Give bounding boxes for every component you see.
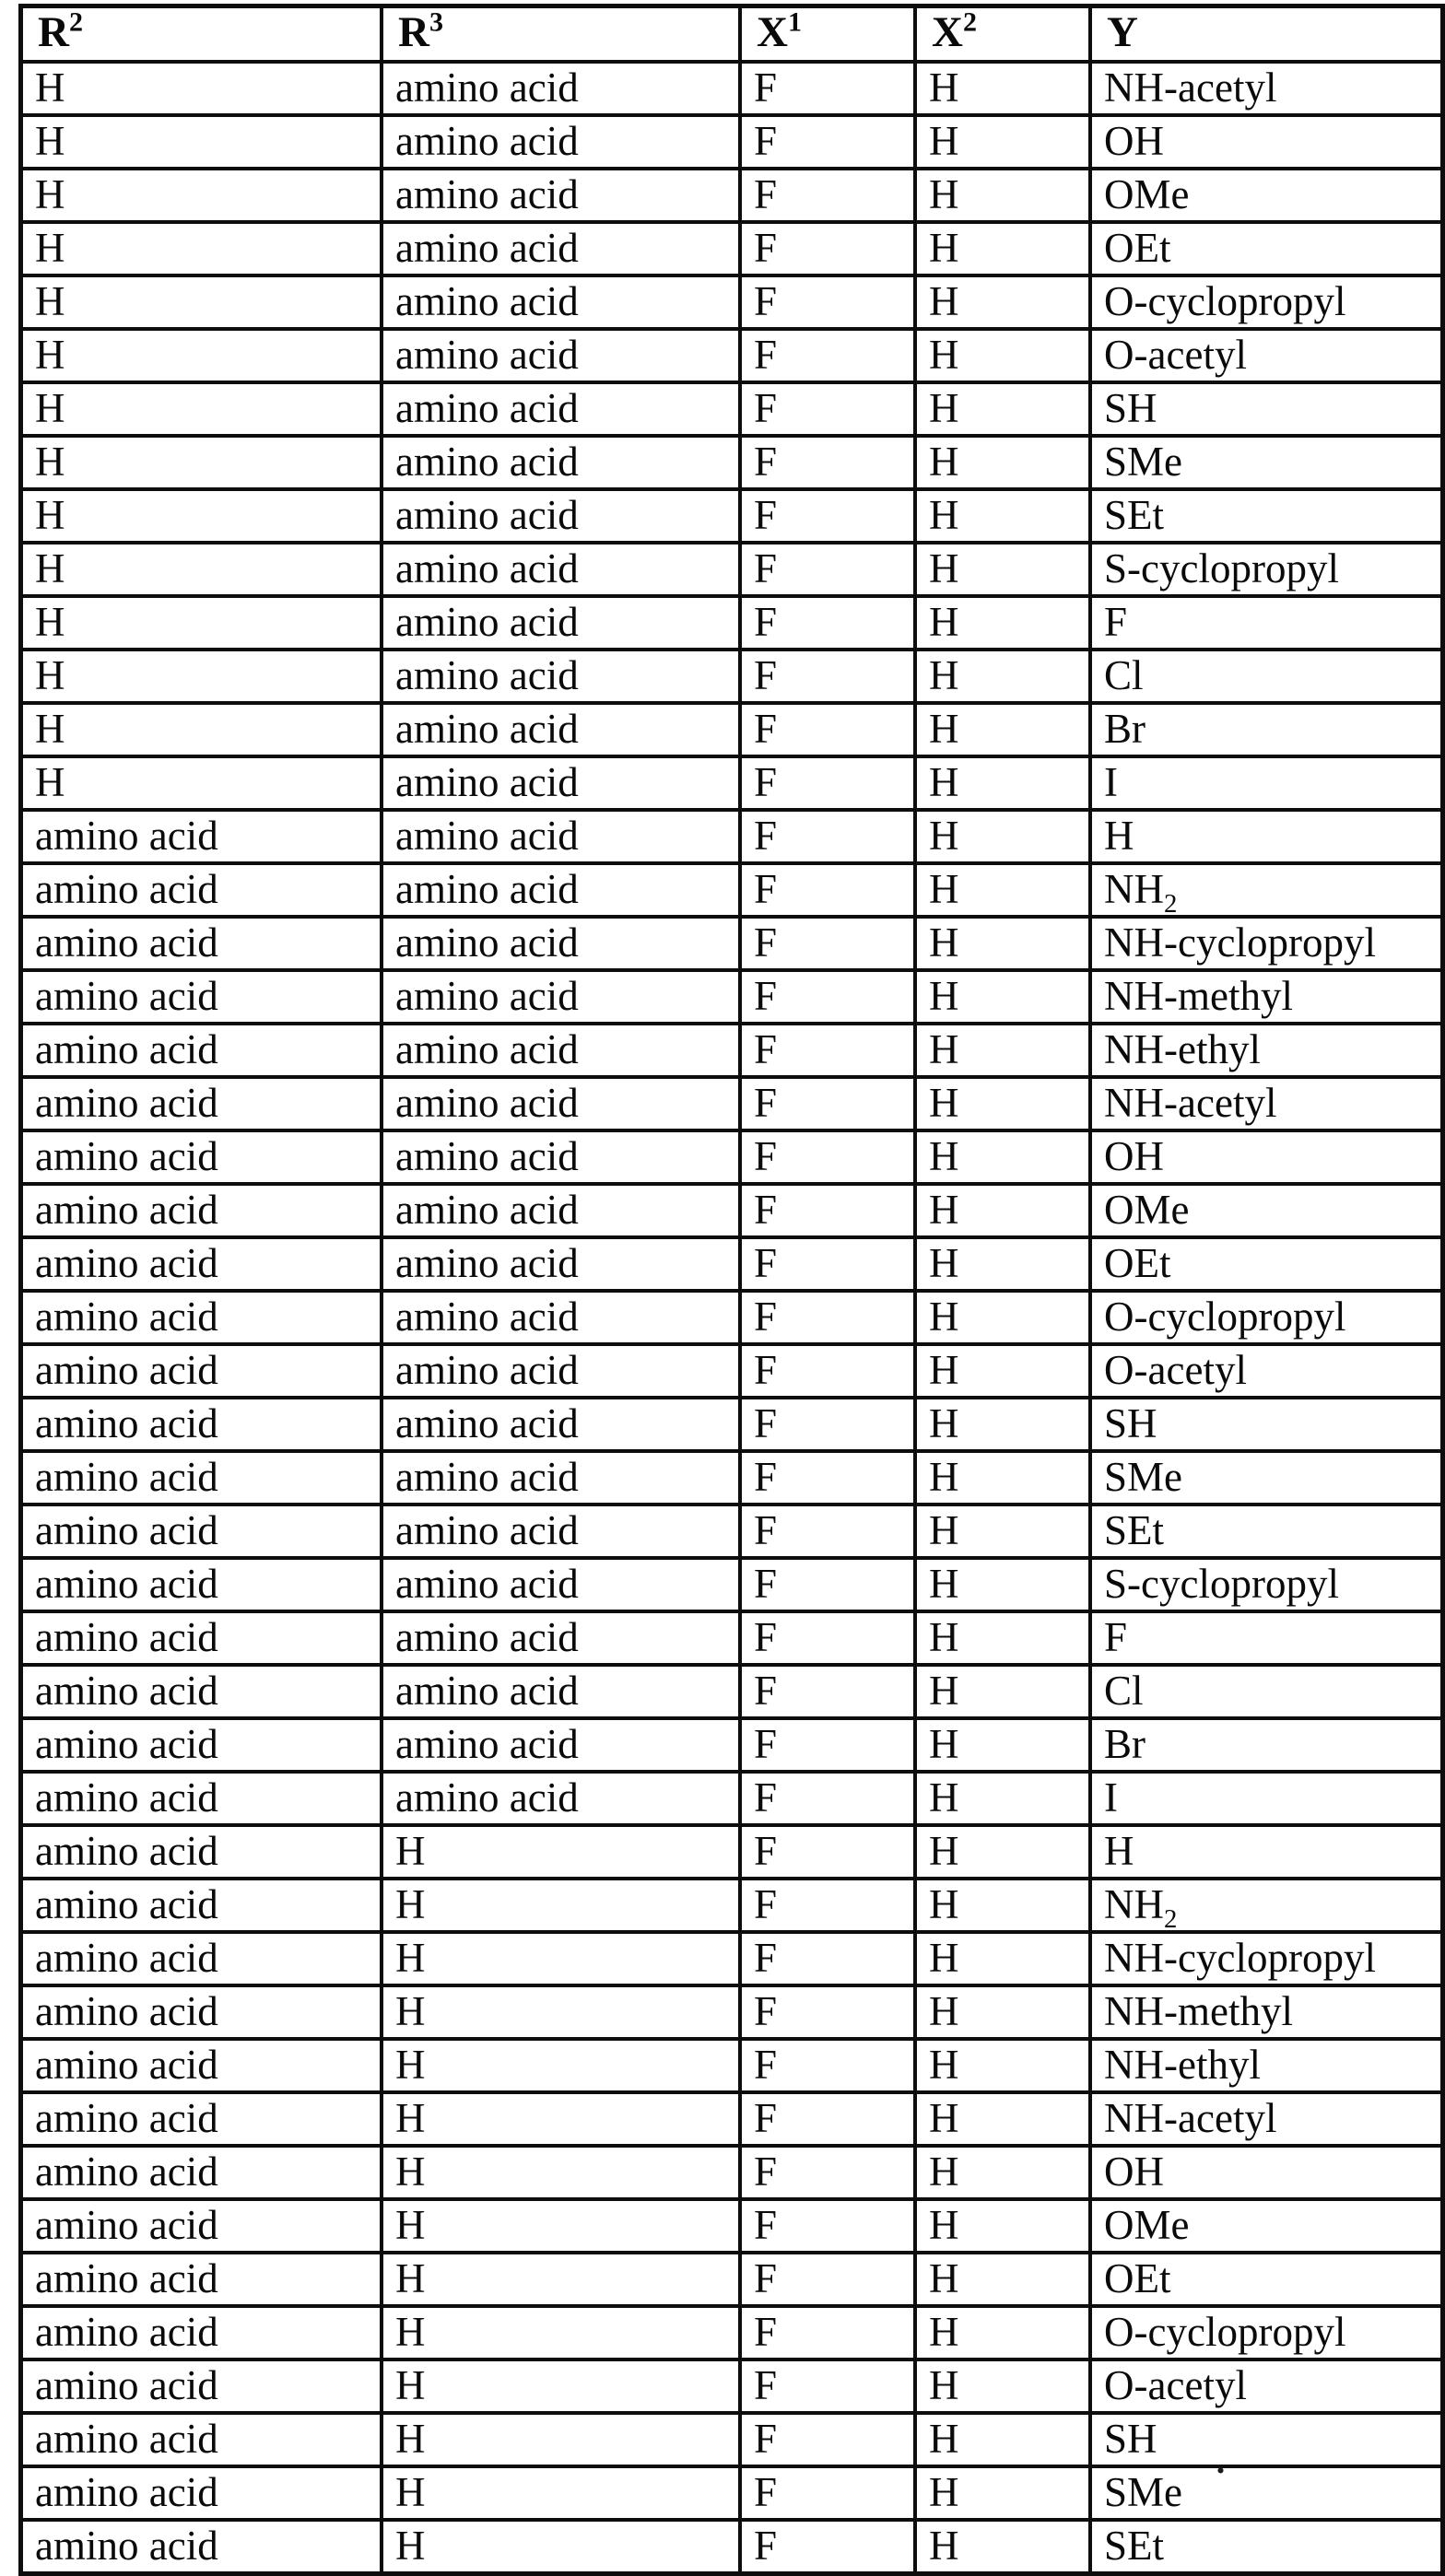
table-row: [21, 1772, 1443, 1825]
cell-r3: amino acid: [382, 863, 740, 917]
cell-x2: H: [915, 2306, 1090, 2359]
cell-x2: H: [915, 2466, 1090, 2520]
cell-x2: H: [915, 2146, 1090, 2199]
cell-r3: amino acid: [382, 970, 740, 1024]
cell-r3: H: [382, 1879, 740, 1932]
cell-r3: amino acid: [382, 1398, 740, 1451]
cell-x1: F: [740, 2520, 915, 2574]
cell-x1: F: [740, 115, 915, 169]
cell-y: SEt: [1090, 2520, 1443, 2574]
cell-y: Cl: [1090, 650, 1443, 703]
cell-y: NH-methyl: [1090, 970, 1443, 1024]
cell-x2: H: [915, 917, 1090, 970]
cell-y: NH-ethyl: [1090, 1024, 1443, 1077]
cell-y: F: [1090, 596, 1443, 650]
cell-x1: F: [740, 2146, 915, 2199]
cell-y: I: [1090, 1772, 1443, 1825]
cell-x2: H: [915, 329, 1090, 382]
cell-r3: amino acid: [382, 115, 740, 169]
cell-x1: F: [740, 169, 915, 222]
column-header-x2: $X^2$: [915, 6, 1090, 63]
cell-r3: H: [382, 2306, 740, 2359]
cell-x2: H: [915, 222, 1090, 275]
cell-x1: F: [740, 436, 915, 489]
table-row: [21, 329, 1443, 382]
cell-y: OEt: [1090, 2253, 1443, 2306]
table-row: [21, 115, 1443, 169]
cell-r2: H: [21, 436, 382, 489]
cell-x1: F: [740, 2199, 915, 2253]
cell-r3: amino acid: [382, 1451, 740, 1505]
cell-r3: amino acid: [382, 1184, 740, 1237]
cell-r2: amino acid: [21, 1718, 382, 1772]
cell-y: NH-acetyl: [1090, 2092, 1443, 2146]
cell-x1: F: [740, 2039, 915, 2092]
table-row: [21, 1077, 1443, 1130]
cell-x2: H: [915, 489, 1090, 543]
cell-r2: amino acid: [21, 1291, 382, 1344]
cell-r2: H: [21, 169, 382, 222]
column-header-r2: $R^2$: [21, 6, 382, 63]
cell-r2: amino acid: [21, 2306, 382, 2359]
cell-r3: amino acid: [382, 1558, 740, 1611]
table-row: [21, 1825, 1443, 1879]
cell-r2: H: [21, 543, 382, 596]
cell-y: O-cyclopropyl: [1090, 1291, 1443, 1344]
table-row: [21, 2146, 1443, 2199]
cell-r3: amino acid: [382, 489, 740, 543]
cell-x2: H: [915, 1505, 1090, 1558]
cell-x2: H: [915, 62, 1090, 115]
cell-x1: F: [740, 1184, 915, 1237]
cell-r2: amino acid: [21, 2466, 382, 2520]
table-row: [21, 917, 1443, 970]
table-row: [21, 1558, 1443, 1611]
cell-y: NH-ethyl: [1090, 2039, 1443, 2092]
cell-r2: amino acid: [21, 1077, 382, 1130]
cell-y: SH: [1090, 2413, 1443, 2466]
table-row: [21, 2520, 1443, 2574]
cell-x2: H: [915, 1024, 1090, 1077]
table-row: [21, 275, 1443, 329]
cell-x2: H: [915, 1398, 1090, 1451]
cell-y: NH-cyclopropyl: [1090, 917, 1443, 970]
cell-y: OMe: [1090, 169, 1443, 222]
table-row: [21, 1291, 1443, 1344]
cell-r2: amino acid: [21, 2359, 382, 2413]
header-row: [21, 6, 1443, 63]
cell-x1: F: [740, 1718, 915, 1772]
cell-x2: H: [915, 115, 1090, 169]
cell-x1: F: [740, 1879, 915, 1932]
cell-r2: amino acid: [21, 1344, 382, 1398]
table-row: [21, 2306, 1443, 2359]
table-row: [21, 1665, 1443, 1718]
column-header-x1: $X^1$: [740, 6, 915, 63]
cell-y: $NH_2$: [1090, 863, 1443, 917]
cell-r3: amino acid: [382, 810, 740, 863]
cell-x1: F: [740, 1505, 915, 1558]
cell-r3: H: [382, 2520, 740, 2574]
cell-y: Br: [1090, 1718, 1443, 1772]
table-row: [21, 1184, 1443, 1237]
substituent-table: [18, 4, 1445, 2576]
cell-x2: H: [915, 1451, 1090, 1505]
cell-y: NH-acetyl: [1090, 62, 1443, 115]
cell-x1: F: [740, 1344, 915, 1398]
cell-x2: H: [915, 810, 1090, 863]
cell-x2: H: [915, 1611, 1090, 1665]
cell-y: OH: [1090, 115, 1443, 169]
table-row: [21, 756, 1443, 810]
cell-x1: F: [740, 1665, 915, 1718]
table-row: [21, 1611, 1443, 1665]
cell-x2: H: [915, 1665, 1090, 1718]
cell-x2: H: [915, 703, 1090, 756]
table-row: [21, 2253, 1443, 2306]
cell-r3: H: [382, 1932, 740, 1985]
cell-x2: H: [915, 275, 1090, 329]
cell-y: O-acetyl: [1090, 1344, 1443, 1398]
table-row: [21, 489, 1443, 543]
cell-x1: F: [740, 1772, 915, 1825]
cell-x2: H: [915, 863, 1090, 917]
cell-r3: amino acid: [382, 1344, 740, 1398]
cell-r3: amino acid: [382, 1665, 740, 1718]
cell-y: S-cyclopropyl: [1090, 1558, 1443, 1611]
table-row: [21, 2039, 1443, 2092]
cell-y: OMe: [1090, 1184, 1443, 1237]
cell-x1: F: [740, 1611, 915, 1665]
cell-y: S-cyclopropyl: [1090, 543, 1443, 596]
cell-y: O-acetyl: [1090, 329, 1443, 382]
cell-r3: amino acid: [382, 382, 740, 436]
cell-r2: amino acid: [21, 2092, 382, 2146]
cell-r3: amino acid: [382, 1077, 740, 1130]
cell-x2: H: [915, 2413, 1090, 2466]
cell-r3: amino acid: [382, 436, 740, 489]
cell-x2: H: [915, 1291, 1090, 1344]
cell-r2: amino acid: [21, 1558, 382, 1611]
table-row: [21, 1985, 1443, 2039]
cell-r3: H: [382, 2146, 740, 2199]
cell-y: OMe: [1090, 2199, 1443, 2253]
cell-r2: amino acid: [21, 970, 382, 1024]
table-row: [21, 596, 1443, 650]
cell-r2: amino acid: [21, 1772, 382, 1825]
cell-x1: F: [740, 1024, 915, 1077]
cell-y: F: [1090, 1611, 1443, 1665]
cell-x2: H: [915, 1558, 1090, 1611]
cell-r2: amino acid: [21, 1665, 382, 1718]
cell-x2: H: [915, 2359, 1090, 2413]
cell-r3: amino acid: [382, 1505, 740, 1558]
cell-x2: H: [915, 1825, 1090, 1879]
cell-x2: H: [915, 2253, 1090, 2306]
cell-x2: H: [915, 436, 1090, 489]
column-header-y: Y: [1090, 6, 1443, 63]
cell-x1: F: [740, 1985, 915, 2039]
cell-r2: amino acid: [21, 1825, 382, 1879]
cell-r3: amino acid: [382, 329, 740, 382]
stray-period-mark: .: [1215, 2431, 1227, 2484]
cell-r2: amino acid: [21, 2039, 382, 2092]
cell-r2: H: [21, 329, 382, 382]
cell-y: OEt: [1090, 1237, 1443, 1291]
cell-r2: amino acid: [21, 1985, 382, 2039]
cell-r3: amino acid: [382, 1291, 740, 1344]
cell-x2: H: [915, 650, 1090, 703]
cell-r2: amino acid: [21, 1932, 382, 1985]
cell-r3: amino acid: [382, 62, 740, 115]
cell-x1: F: [740, 917, 915, 970]
cell-r2: amino acid: [21, 2413, 382, 2466]
cell-x1: F: [740, 1291, 915, 1344]
cell-y: SH: [1090, 382, 1443, 436]
cell-x1: F: [740, 2306, 915, 2359]
cell-x1: F: [740, 2092, 915, 2146]
cell-y: NH-acetyl: [1090, 1077, 1443, 1130]
cell-r3: amino acid: [382, 275, 740, 329]
table-row: [21, 222, 1443, 275]
cell-x2: H: [915, 169, 1090, 222]
cell-y: SEt: [1090, 1505, 1443, 1558]
cell-r2: H: [21, 115, 382, 169]
cell-x1: F: [740, 863, 915, 917]
cell-r2: H: [21, 703, 382, 756]
cell-r2: H: [21, 756, 382, 810]
table-row: [21, 650, 1443, 703]
cell-r2: amino acid: [21, 810, 382, 863]
cell-x2: H: [915, 1077, 1090, 1130]
table-row: [21, 1718, 1443, 1772]
cell-r2: H: [21, 62, 382, 115]
cell-x1: F: [740, 222, 915, 275]
cell-x1: F: [740, 2253, 915, 2306]
cell-r3: H: [382, 2253, 740, 2306]
cell-x2: H: [915, 543, 1090, 596]
cell-r3: amino acid: [382, 1718, 740, 1772]
cell-r3: amino acid: [382, 169, 740, 222]
cell-r2: amino acid: [21, 1237, 382, 1291]
table-row: [21, 543, 1443, 596]
cell-r2: H: [21, 222, 382, 275]
cell-y: SMe: [1090, 436, 1443, 489]
cell-r2: amino acid: [21, 1879, 382, 1932]
cell-x1: F: [740, 1130, 915, 1184]
cell-r3: H: [382, 2199, 740, 2253]
cell-r2: H: [21, 596, 382, 650]
cell-y: SH: [1090, 1398, 1443, 1451]
cell-r2: amino acid: [21, 2520, 382, 2574]
cell-y: I: [1090, 756, 1443, 810]
cell-x1: F: [740, 970, 915, 1024]
cell-r3: H: [382, 2466, 740, 2520]
cell-x1: F: [740, 596, 915, 650]
cell-x2: H: [915, 1932, 1090, 1985]
cell-r3: amino acid: [382, 703, 740, 756]
cell-x1: F: [740, 489, 915, 543]
table-row: [21, 2199, 1443, 2253]
cell-x2: H: [915, 1772, 1090, 1825]
cell-y: O-cyclopropyl: [1090, 275, 1443, 329]
cell-y: $NH_2$: [1090, 1879, 1443, 1932]
table-row: [21, 1024, 1443, 1077]
cell-y: NH-cyclopropyl: [1090, 1932, 1443, 1985]
cell-x1: F: [740, 1398, 915, 1451]
cell-r3: H: [382, 2039, 740, 2092]
cell-x2: H: [915, 1237, 1090, 1291]
cell-x1: F: [740, 2466, 915, 2520]
cell-x1: F: [740, 275, 915, 329]
cell-r3: amino acid: [382, 650, 740, 703]
cell-r3: amino acid: [382, 543, 740, 596]
cell-x1: F: [740, 703, 915, 756]
table-row: [21, 1451, 1443, 1505]
cell-x2: H: [915, 2092, 1090, 2146]
cell-x2: H: [915, 1130, 1090, 1184]
cell-y: OH: [1090, 2146, 1443, 2199]
cell-x1: F: [740, 1932, 915, 1985]
cell-y: Br: [1090, 703, 1443, 756]
cell-r2: amino acid: [21, 1024, 382, 1077]
cell-r2: amino acid: [21, 917, 382, 970]
cell-x2: H: [915, 1879, 1090, 1932]
cell-x1: F: [740, 2413, 915, 2466]
table-row: [21, 810, 1443, 863]
table-row: [21, 382, 1443, 436]
cell-r3: amino acid: [382, 1130, 740, 1184]
cell-y: SEt: [1090, 489, 1443, 543]
table-row: [21, 2359, 1443, 2413]
table-row: [21, 970, 1443, 1024]
cell-r3: amino acid: [382, 917, 740, 970]
cell-y: O-cyclopropyl: [1090, 2306, 1443, 2359]
cell-r3: amino acid: [382, 1024, 740, 1077]
cell-x1: F: [740, 650, 915, 703]
cell-x2: H: [915, 2520, 1090, 2574]
table-row: [21, 2466, 1443, 2520]
cell-y: SMe: [1090, 2466, 1443, 2520]
cell-r2: amino acid: [21, 2199, 382, 2253]
cell-r3: H: [382, 2092, 740, 2146]
cell-r3: amino acid: [382, 756, 740, 810]
cell-y: SMe: [1090, 1451, 1443, 1505]
cell-y: H: [1090, 1825, 1443, 1879]
cell-x2: H: [915, 2199, 1090, 2253]
cell-r2: amino acid: [21, 2146, 382, 2199]
cell-x2: H: [915, 1344, 1090, 1398]
cell-x1: F: [740, 1077, 915, 1130]
cell-x1: F: [740, 1237, 915, 1291]
cell-y: O-acetyl: [1090, 2359, 1443, 2413]
cell-x1: F: [740, 1825, 915, 1879]
table-row: [21, 1505, 1443, 1558]
cell-r2: amino acid: [21, 1184, 382, 1237]
cell-x1: F: [740, 543, 915, 596]
cell-r3: H: [382, 2359, 740, 2413]
table-body: [21, 62, 1443, 2574]
cell-x1: F: [740, 1451, 915, 1505]
column-header-r3: $R^3$: [382, 6, 740, 63]
table-row: [21, 436, 1443, 489]
cell-r3: H: [382, 1825, 740, 1879]
table-row: [21, 863, 1443, 917]
cell-r3: amino acid: [382, 596, 740, 650]
cell-y: OH: [1090, 1130, 1443, 1184]
cell-x1: F: [740, 1558, 915, 1611]
table-header: [21, 6, 1443, 63]
cell-x2: H: [915, 1184, 1090, 1237]
cell-r3: amino acid: [382, 1772, 740, 1825]
cell-x2: H: [915, 970, 1090, 1024]
cell-r2: amino acid: [21, 1505, 382, 1558]
table-row: [21, 1398, 1443, 1451]
cell-x2: H: [915, 756, 1090, 810]
table-row: [21, 1344, 1443, 1398]
cell-r2: H: [21, 275, 382, 329]
table-row: [21, 1130, 1443, 1184]
cell-r2: H: [21, 382, 382, 436]
cell-r2: amino acid: [21, 1451, 382, 1505]
cell-r3: amino acid: [382, 222, 740, 275]
cell-r3: H: [382, 2413, 740, 2466]
cell-r3: amino acid: [382, 1611, 740, 1665]
cell-r3: amino acid: [382, 1237, 740, 1291]
cell-r3: H: [382, 1985, 740, 2039]
cell-x2: H: [915, 1718, 1090, 1772]
table-row: [21, 2413, 1443, 2466]
table-row: [21, 169, 1443, 222]
cell-r2: amino acid: [21, 2253, 382, 2306]
cell-x1: F: [740, 2359, 915, 2413]
table-row: [21, 703, 1443, 756]
table-row: [21, 1879, 1443, 1932]
cell-r2: amino acid: [21, 1130, 382, 1184]
cell-r2: amino acid: [21, 1611, 382, 1665]
cell-x2: H: [915, 596, 1090, 650]
cell-x1: F: [740, 62, 915, 115]
table-row: [21, 1932, 1443, 1985]
cell-x1: F: [740, 382, 915, 436]
cell-y: OEt: [1090, 222, 1443, 275]
table-row: [21, 2092, 1443, 2146]
cell-y: Cl: [1090, 1665, 1443, 1718]
cell-r2: amino acid: [21, 863, 382, 917]
cell-y: H: [1090, 810, 1443, 863]
cell-r2: H: [21, 650, 382, 703]
cell-x2: H: [915, 1985, 1090, 2039]
cell-x1: F: [740, 810, 915, 863]
table-row: [21, 1237, 1443, 1291]
cell-r2: amino acid: [21, 1398, 382, 1451]
cell-x2: H: [915, 382, 1090, 436]
cell-y: NH-methyl: [1090, 1985, 1443, 2039]
cell-r2: H: [21, 489, 382, 543]
cell-x1: F: [740, 756, 915, 810]
cell-x2: H: [915, 2039, 1090, 2092]
table-row: [21, 62, 1443, 115]
cell-x1: F: [740, 329, 915, 382]
